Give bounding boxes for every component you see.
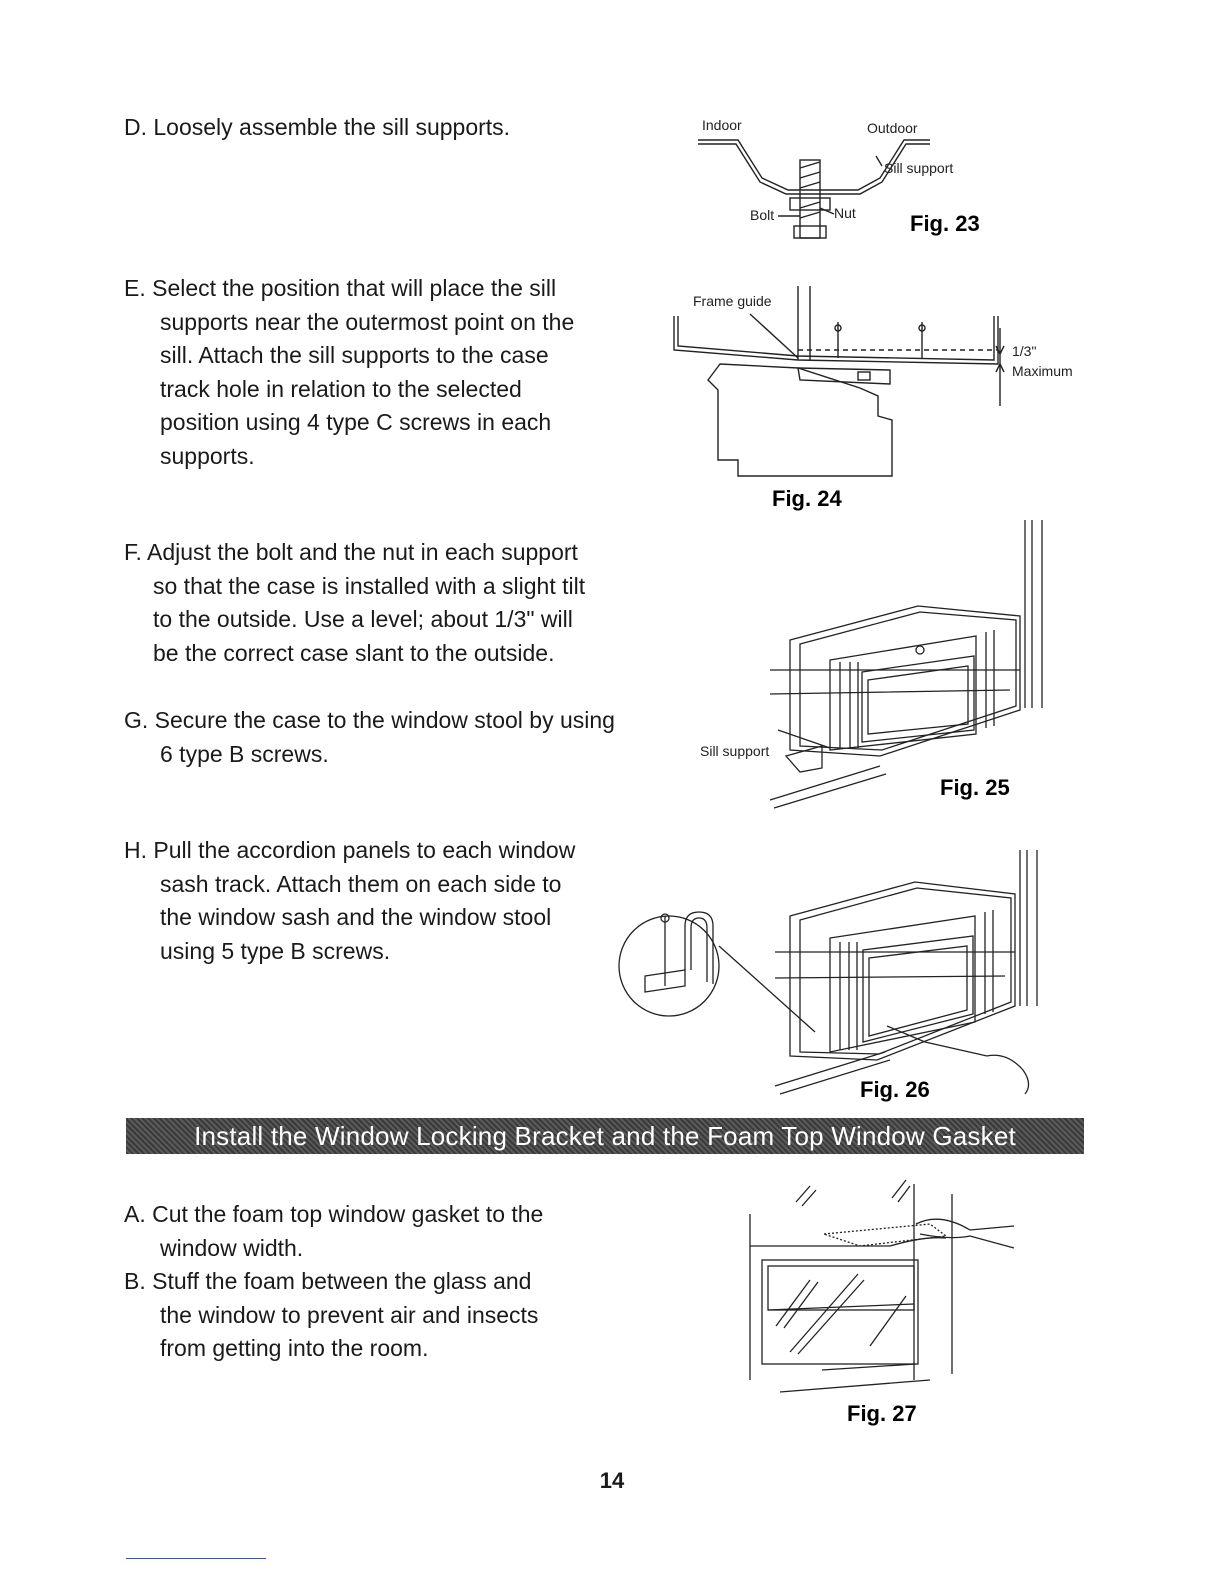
step-g [124,704,615,771]
fig24-section-drawing [674,286,1004,476]
fig25-caption: Fig. 25 [940,775,1010,800]
step-a-line: A. Cut the foam top window gasket to the [124,1201,544,1227]
fig23-caption: Fig. 23 [910,211,980,236]
fig24-label-measure: 1/3" [1012,343,1037,359]
fig23-label-outdoor: Outdoor [867,120,918,136]
step-f-line: so that the case is installed with a slight tilt [153,572,586,599]
fig26-bracket-detail [619,912,815,1032]
step-h-line: sash track. Attach them on each side to [160,870,562,897]
fig26-diagram [615,846,1055,1106]
section-heading-bar [126,1118,1084,1154]
step-b-line: from getting into the room. [160,1335,429,1361]
fig24-caption: Fig. 24 [772,486,842,511]
footer-rule [126,1558,266,1559]
step-f-line: F. Adjust the bolt and the nut in each support [124,539,578,565]
step-e-line: sill. Attach the sill supports to the case [160,342,549,368]
fig24-label-frame-guide: Frame guide [693,293,772,309]
fig27-window-drawing [750,1180,1014,1392]
step-f [124,536,585,670]
fig24-label-maximum: Maximum [1012,363,1073,379]
fig27-diagram [740,1184,1030,1434]
fig26-caption: Fig. 26 [860,1077,930,1102]
step-g-line: 6 type B screws. [160,740,329,767]
step-e-line: position using 4 type C screws in each [160,409,552,435]
fig25-diagram [690,520,1060,820]
step-e [124,272,574,473]
section-title: Install the Window Locking Bracket and the Foam Top Window Gasket [194,1121,1016,1151]
step-b-line: the window to prevent air and insects [160,1301,539,1328]
fig23-diagram [690,108,1010,248]
page-number: 14 [599,1468,625,1493]
step-h-line: the window sash and the window stool [160,904,552,930]
step-d-line: D. Loosely assemble the sill supports. [124,114,511,140]
fig23-label-bolt: Bolt [750,207,775,223]
fig25-label-sill-support: Sill support [700,743,770,759]
fig24-diagram [660,280,1100,510]
fig23-label-sill-support: Sill support [884,160,954,176]
fig23-label-nut: Nut [834,205,856,221]
fig23-bracket-drawing [698,140,930,238]
step-e-line: supports. [160,442,255,469]
step-d [124,111,510,145]
step-f-line: be the correct case slant to the outside. [153,639,555,666]
step-b [124,1265,538,1366]
step-e-line: E. Select the position that will place the sill [124,275,557,301]
step-a [124,1198,543,1265]
step-f-line: to the outside. Use a level; about 1/3" will [153,606,573,632]
fig23-label-indoor: Indoor [702,117,742,133]
fig26-unit-drawing [775,850,1037,1094]
step-h-line: using 5 type B screws. [160,937,391,964]
step-g-line: G. Secure the case to the window stool by using [124,707,615,733]
step-e-line: track hole in relation to the selected [160,375,522,402]
step-a-line: window width. [160,1234,304,1261]
fig25-unit-drawing [770,520,1042,808]
step-h [124,834,575,968]
fig27-caption: Fig. 27 [847,1401,917,1426]
step-b-line: B. Stuff the foam between the glass and [124,1268,532,1294]
step-e-line: supports near the outermost point on the [160,308,575,335]
step-h-line: H. Pull the accordion panels to each window [124,837,576,863]
